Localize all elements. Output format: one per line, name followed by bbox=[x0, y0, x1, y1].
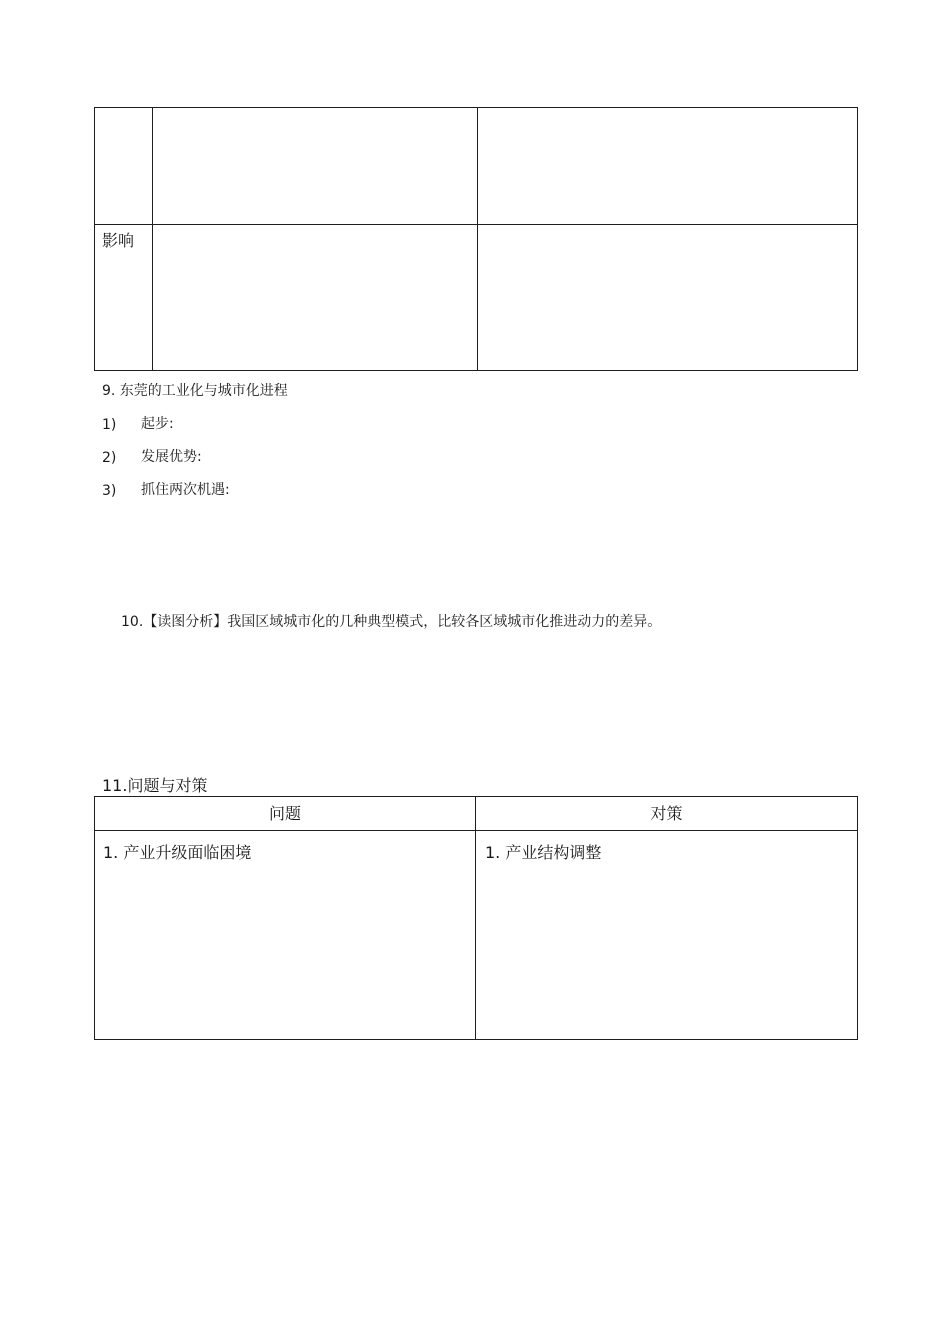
section9-title: 9. 东莞的工业化与城市化进程 bbox=[102, 383, 288, 399]
pc-table-col-divider bbox=[475, 796, 476, 1040]
section9-item-2-text: 发展优势: bbox=[141, 449, 202, 465]
pc-table-border-bottom bbox=[94, 1039, 858, 1040]
top-table-border-right bbox=[857, 107, 858, 371]
pc-countermeasure-item-1: 1. 产业结构调整 bbox=[485, 843, 602, 862]
pc-header-countermeasure: 对策 bbox=[650, 803, 683, 823]
pc-header-problem: 问题 bbox=[268, 803, 301, 823]
pc-table-header-divider bbox=[94, 830, 858, 831]
section11-title: 11.问题与对策 bbox=[102, 776, 208, 795]
pc-problem-item-1: 1. 产业升级面临困境 bbox=[103, 843, 252, 862]
section10-question: 10.【读图分析】我国区域城市化的几种典型模式，比较各区域城市化推进动力的差异。 bbox=[121, 614, 662, 630]
top-table-col-divider-2 bbox=[477, 107, 478, 371]
top-table-col-divider-1 bbox=[152, 107, 153, 371]
row-label-influence: 影响 bbox=[102, 231, 135, 250]
top-table-border-left bbox=[94, 107, 95, 371]
section9-item-2-number: 2) bbox=[102, 450, 117, 466]
top-table-border-top bbox=[94, 107, 858, 108]
pc-header-problem-cell bbox=[95, 797, 475, 830]
section9-item-1-number: 1) bbox=[102, 417, 117, 433]
section9-item-3-number: 3) bbox=[102, 483, 117, 499]
pc-table-border-left bbox=[94, 796, 95, 1040]
pc-table-border-right bbox=[857, 796, 858, 1040]
top-table-row-divider bbox=[94, 224, 858, 225]
pc-header-countermeasure-cell bbox=[476, 797, 857, 830]
section9-item-3-text: 抓住两次机遇: bbox=[141, 482, 230, 498]
top-table-border-bottom bbox=[94, 370, 858, 371]
section9-item-1-text: 起步: bbox=[141, 416, 174, 432]
